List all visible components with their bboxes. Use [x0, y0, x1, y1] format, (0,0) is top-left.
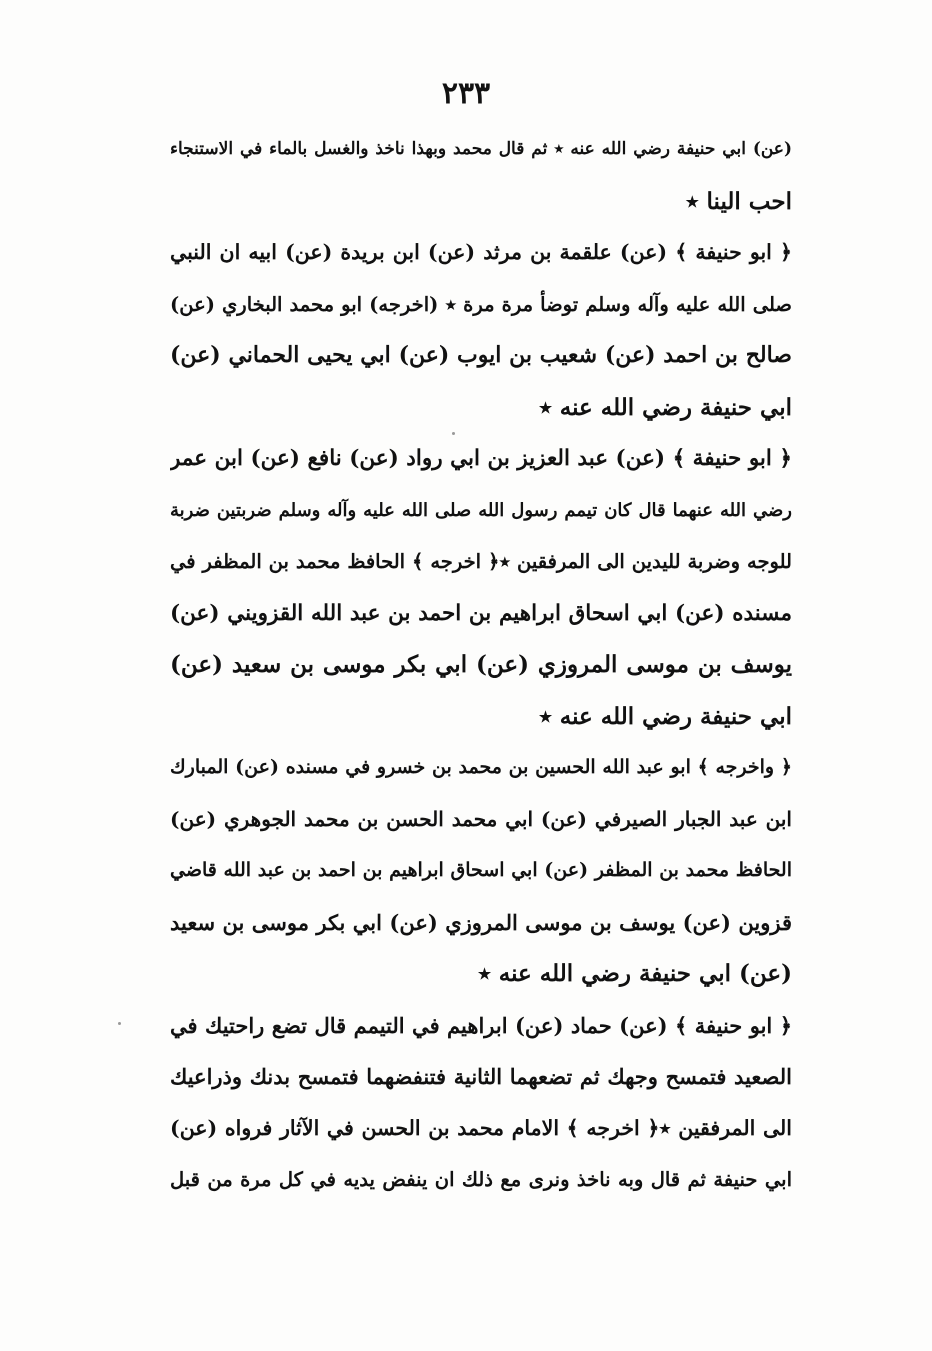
- text-line: ابي حنيفة ثم قال وبه ناخذ ونرى مع ذلك ان ينفض يديه في كل مرة من قبل: [170, 1168, 792, 1191]
- text-line: احب الينا ٭: [685, 187, 792, 215]
- text-line: الى المرفقين ٭﴿ اخرجه ﴾ الامام محمد بن الحسن في الآثار فرواه (عن): [170, 1115, 792, 1140]
- text-line: الصعيد فتمسح وجهك ثم تضعهما الثانية فتنفضهما فتمسح بدنك وذراعيك: [170, 1064, 792, 1089]
- text-line: ابي حنيفة رضي الله عنه ٭: [539, 702, 792, 730]
- paper-speck: [452, 432, 455, 435]
- text-line: يوسف بن موسى المروزي (عن) ابي بكر موسى بن سعيد (عن): [170, 651, 792, 678]
- text-line: الحافظ محمد بن المظفر (عن) ابي اسحاق ابراهيم بن احمد بن عبد الله قاضي: [170, 859, 792, 881]
- body-text: [170, 124, 792, 1206]
- text-line: (عن) ابي حنيفة رضي الله عنه ٭: [478, 960, 792, 987]
- text-line: صالح بن احمد (عن) شعيب بن ايوب (عن) ابي يحيى الحماني (عن): [170, 342, 792, 368]
- page-number: ٢٣٣: [441, 76, 491, 111]
- text-line: ابن عبد الجبار الصيرفي (عن) ابي محمد الحسن بن محمد الجوهري (عن): [170, 806, 792, 831]
- text-line: ﴿ واخرجه ﴾ ابو عبد الله الحسين بن محمد بن خسرو في مسنده (عن) المبارك: [170, 756, 792, 778]
- text-line: للوجه وضربة لليدين الى المرفقين ٭﴿ اخرجه ﴾ الحافظ محمد بن المظفر في: [170, 550, 792, 573]
- text-line: (عن) ابي حنيفة رضي الله عنه ٭ ثم قال محمد وبهذا ناخذ والغسل بالماء في الاستنجاء: [170, 139, 792, 159]
- text-line: ﴿ ابو حنيفة ﴾ (عن) عبد العزيز بن ابي رواد (عن) نافع (عن) ابن عمر: [170, 446, 792, 471]
- text-line: صلى الله عليه وآله وسلم توضأ مرة مرة ٭ (اخرجه) ابو محمد البخاري (عن): [170, 292, 792, 316]
- text-line: ﴿ ابو حنيفة ﴾ (عن) علقمة بن مرثد (عن) ابن بريدة (عن) ابيه ان النبي: [170, 240, 792, 264]
- paper-speck: [118, 1022, 121, 1025]
- text-line: مسنده (عن) ابي اسحاق ابراهيم بن احمد بن عبد الله القزويني (عن): [170, 600, 792, 626]
- text-line: ﴿ ابو حنيفة ﴾ (عن) حماد (عن) ابراهيم في التيمم قال تضع راحتيك في: [170, 1012, 792, 1038]
- text-line: قزوين (عن) يوسف بن موسى المروزي (عن) ابي بكر موسى بن سعيد: [170, 909, 792, 935]
- text-line: رضي الله عنهما قال كان تيمم رسول الله صلى الله عليه وآله وسلم ضربتين ضربة: [170, 499, 792, 521]
- text-line: ابي حنيفة رضي الله عنه ٭: [539, 393, 792, 421]
